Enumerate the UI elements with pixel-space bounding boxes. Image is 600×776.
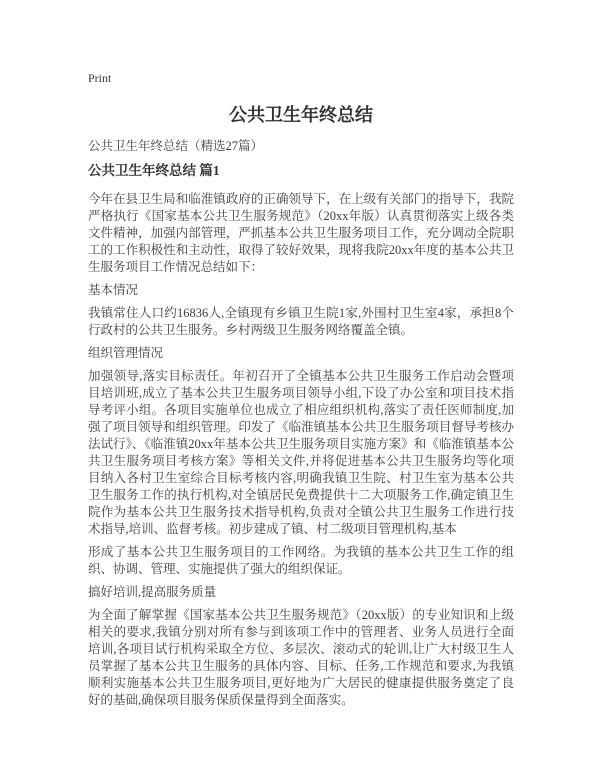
article-heading: 公共卫生年终总结 篇1 [88, 163, 220, 178]
print-link[interactable]: Print [88, 71, 112, 85]
paragraph-training: 为全面了解掌握《国家基本公共卫生服务规范》（20xx版）的专业知识和上级相关的要求,我镇分别对所有参与到该项工作中的管理者、业务人员进行全面培训,各项目试行机构采取全方位、多层次、滚动式的轮训,让广大村级卫生人员掌握了基本公共卫生服务的具体内容、目标、任务,工作规范和要求,为我镇顺利实施基本公共卫生服务项目,更好地为广大居民的健康提供服务奠定了良好的基础,确保项目服务保质保量得到全面落实。 [88, 608, 514, 707]
print-row [88, 70, 514, 87]
paragraph-work-network: 形成了基本公共卫生服务项目的工作网络。为我镇的基本公共卫生工作的组织、协调、管理、实施提供了强大的组织保证。 [88, 545, 514, 576]
page-title: 公共卫生年终总结 [229, 105, 373, 125]
paragraph-basic-situation: 我镇常住人口约16836人,全镇现有乡镇卫生院1家,外围村卫生室4家，承担8个行政村的公共卫生服务。乡村两级卫生服务网络覆盖全镇。 [88, 306, 514, 337]
paragraph-organization-management: 加强领导,落实目标责任。年初召开了全镇基本公共卫生服务工作启动会暨项目培训班,成立了基本公共卫生服务项目领导小组,下设了办公室和项目技术指导考评小组。各项目实施单位也成立了相应组织机构,落实了责任医师制度,加强了项目领导和组织管理。印发了《临淮镇基本公共卫生服务项目督导考核办法试行》、《临淮镇20xx年基本公共卫生服务项目实施方案》和《临淮镇基本公共卫生服务项目考核方案》等相关文件,并将促进基本公共卫生服务均等化项目纳入各村卫生室综合目标考核内容,明确我镇卫生院、村卫生室为基本公共卫生服务工作的执行机构,对全镇居民免费提供十二大项服务工作,确定镇卫生院作为基本公共卫生服务技术指导机构,负责对全镇公共卫生服务工作进行技术指导,培训、监督考核。初步建成了镇、村二级项目管理机构,基本 [88, 369, 514, 536]
section-heading-organization-management: 组织管理情况 [88, 346, 164, 360]
subtitle: 公共卫生年终总结（精选27篇） [88, 139, 264, 153]
section-heading-basic-situation: 基本情况 [88, 283, 139, 297]
paragraph-intro: 今年在县卫生局和临淮镇政府的正确领导下，在上级有关部门的指导下，我院严格执行《国家基本公共卫生服务规范》（20xx年版）认真贯彻落实上级各类文件精神，加强内部管理，严抓基本公共卫生服务项目工作，充分调动全院职工的工作积极性和主动性，取得了较好效果，现将我院20xx年度的基本公共卫生服务项目工作情况总结如下： [88, 192, 514, 274]
section-heading-training: 搞好培训,提高服务质量 [88, 585, 217, 599]
